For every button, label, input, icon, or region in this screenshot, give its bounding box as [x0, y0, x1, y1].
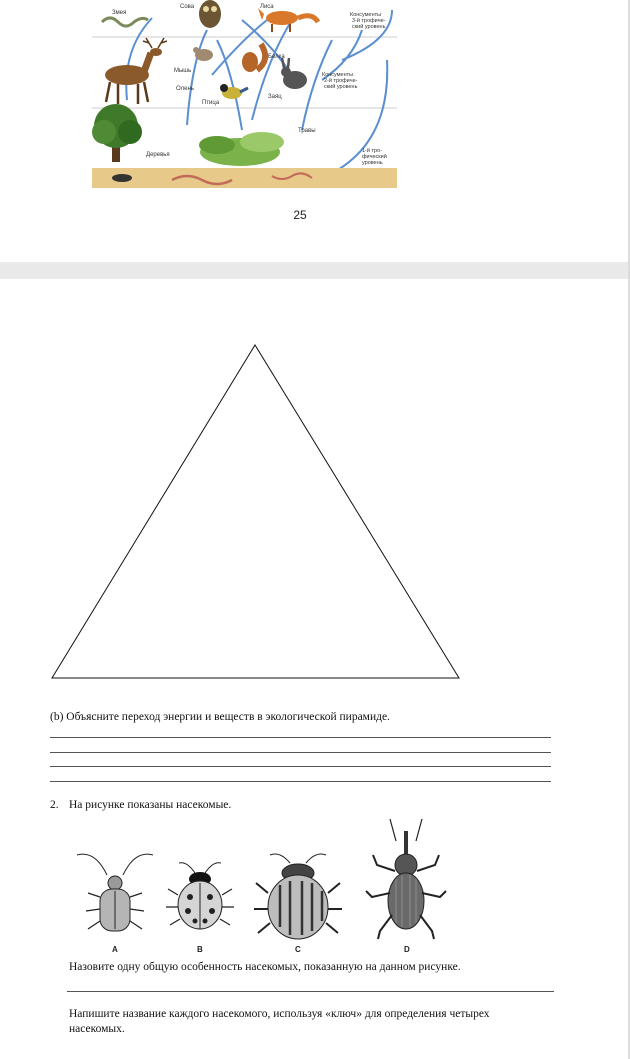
insect-label-d: D — [404, 945, 410, 954]
squirrel-icon — [242, 44, 265, 72]
soil-layer — [92, 168, 397, 188]
document-page-25 — [0, 0, 628, 262]
leaf-beetle-icon — [77, 854, 153, 931]
insects-illustration — [65, 815, 465, 943]
food-web-label: Змея — [112, 10, 127, 16]
trophic-level-label: фический — [362, 154, 387, 160]
answer-line[interactable] — [50, 752, 551, 753]
prompt-common-feature: Назовите одну общую особенность насекомых, показанную на данном рисунке. — [69, 961, 461, 973]
trophic-level-label: 3-й трофиче- — [352, 18, 386, 24]
prompt-names-line-2: насекомых. — [69, 1023, 125, 1035]
trophic-level-label: ский уровень — [324, 84, 358, 90]
insect-label-b: B — [197, 945, 203, 954]
hare-icon — [281, 58, 307, 89]
answer-line[interactable] — [50, 737, 551, 738]
insect-label-c: C — [295, 945, 301, 954]
page-number: 25 — [293, 208, 307, 222]
tree-icon — [92, 104, 142, 162]
food-web-label: Олень — [176, 86, 194, 92]
owl-icon — [199, 0, 221, 28]
food-web-label: Белка — [268, 54, 285, 60]
trophic-level-label: Консументы — [350, 12, 382, 18]
snake-icon — [102, 18, 148, 26]
answer-line[interactable] — [50, 781, 551, 782]
pyramid-triangle — [0, 279, 628, 689]
trophic-level-label: 1-й тро- — [362, 148, 382, 154]
food-web-label: Заяц — [268, 94, 282, 100]
colorado-beetle-icon — [254, 854, 342, 939]
deer-icon — [105, 38, 167, 104]
food-web-label: Деревья — [146, 152, 170, 158]
food-web-label: Мышь — [174, 68, 192, 74]
insect-label-a: A — [112, 945, 118, 954]
question-2-text: На рисунке показаны насекомые. — [69, 799, 232, 811]
answer-line[interactable] — [50, 766, 551, 767]
food-web-label: Сова — [180, 4, 195, 10]
question-b: (b) Объясните переход энергии и веществ в экологической пирамиде. — [50, 711, 390, 723]
food-web-illustration — [92, 0, 412, 192]
answer-line[interactable] — [67, 991, 554, 992]
trophic-level-label: уровень — [362, 160, 383, 166]
food-web-label: Птица — [202, 100, 220, 106]
weevil-icon — [366, 819, 446, 939]
trophic-level-label: 2-й трофиче- — [324, 78, 358, 84]
trophic-level-label: Консументы — [322, 72, 354, 78]
prompt-names-line-1: Напишите название каждого насекомого, используя «ключ» для определения четырех — [69, 1008, 490, 1020]
question-2-number: 2. — [50, 799, 59, 811]
food-web-label: Травы — [298, 128, 316, 134]
trophic-level-label: ский уровень — [352, 24, 386, 30]
ladybug-icon — [166, 863, 234, 929]
grass-icon — [199, 132, 284, 166]
food-web-label: Лиса — [260, 4, 274, 10]
document-page — [0, 279, 628, 1059]
